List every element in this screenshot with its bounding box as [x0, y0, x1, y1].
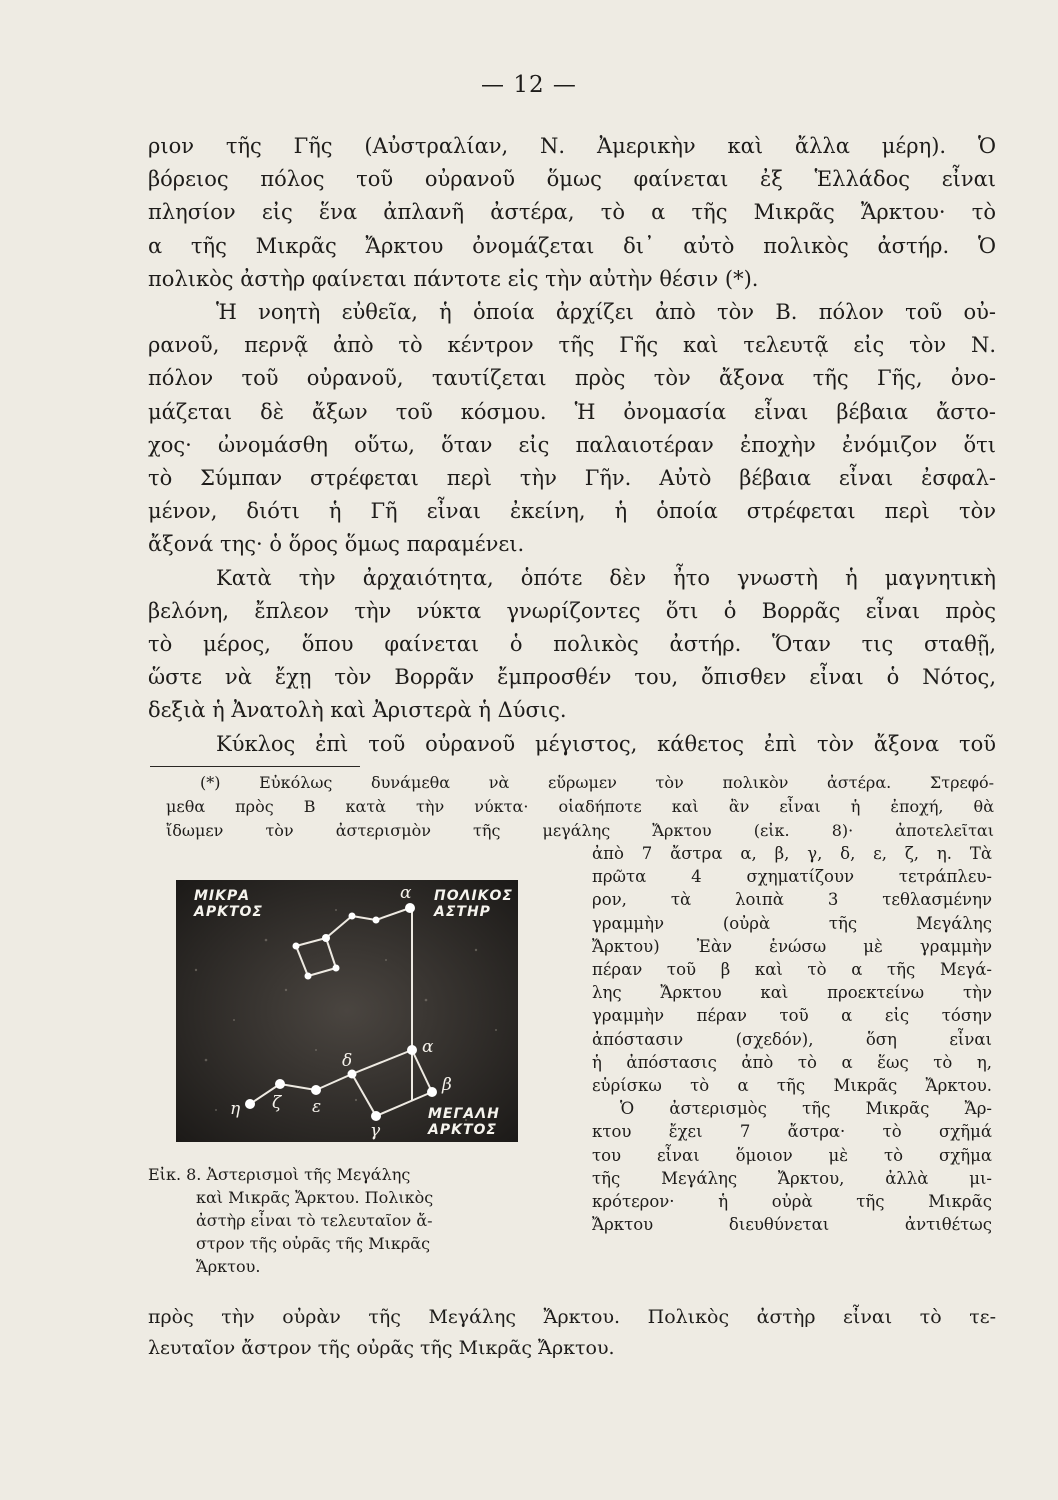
- body-line: ἄξονά της· ὁ ὅρος ὅμως παραμένει.: [148, 532, 525, 557]
- body-line: χος· ὠνομάσθη οὕτω, ὅταν εἰς παλαιοτέραν ἐποχὴν ἐνόμιζον ὅτι: [148, 432, 996, 457]
- column-line: τῆς Μεγάλης Ἄρκτου, ἀλλὰ μι-: [592, 1168, 992, 1188]
- star-letter-alpha: α: [422, 1037, 434, 1057]
- star-letter-delta: δ: [342, 1051, 353, 1071]
- column-line: ἀπόστασιν (σχεδόν), ὅση εἶναι: [592, 1029, 992, 1049]
- column-line: Ὁ ἀστερισμὸς τῆς Μικρᾶς Ἄρ-: [620, 1099, 992, 1119]
- star-letter-zeta: ζ: [272, 1093, 282, 1113]
- constellation-figure: [176, 880, 518, 1142]
- body-line: α τῆς Μικρᾶς Ἄρκτου ὀνομάζεται δι᾿ αὐτὸ πολικὸς ἀστήρ. Ὁ: [148, 233, 996, 258]
- figure-caption: [148, 1163, 548, 1278]
- footnote-line: (*) Εὐκόλως δυνάμεθα νὰ εὕρωμεν τὸν πολικὸν ἀστέρα. Στρεφό-: [200, 773, 994, 792]
- body-line: μένον, διότι ἡ Γῆ εἶναι ἐκείνη, ἡ ὁποία στρέφεται περὶ τὸν: [148, 499, 996, 524]
- star-letter-epsilon: ε: [312, 1097, 322, 1117]
- body-line: πλησίον εἰς ἕνα ἀπλανῆ ἀστέρα, τὸ α τῆς Μικρᾶς Ἄρκτου· τὸ: [148, 200, 996, 225]
- little-bear-label-line: ΑΡΚΤΟΣ: [194, 904, 263, 920]
- column-line: γραμμὴν (οὐρὰ τῆς Μεγάλης: [592, 913, 992, 933]
- column-line: κρότερον· ἡ οὐρὰ τῆς Μικρᾶς: [592, 1192, 992, 1212]
- column-line: κτου ἔχει 7 ἄστρα· τὸ σχῆμά: [592, 1122, 992, 1142]
- column-line: πέραν τοῦ β καὶ τὸ α τῆς Μεγά-: [592, 960, 992, 980]
- footnote: [166, 771, 994, 843]
- body-line: τὸ μέρος, ὅπου φαίνεται ὁ πολικὸς ἀστήρ. Ὅταν τις σταθῇ,: [148, 632, 996, 657]
- pole-star: [405, 903, 415, 913]
- closing-line: λευταῖον ἄστρον τῆς οὐρᾶς τῆς Μικρᾶς Ἄρκτου.: [148, 1337, 615, 1359]
- column-line: ρον, τὰ λοιπὰ 3 τεθλασμένην: [592, 890, 992, 910]
- column-line: ἀπὸ 7 ἄστρα α, β, γ, δ, ε, ζ, η. Τὰ: [592, 844, 992, 863]
- column-line: λης Ἄρκτου καὶ προεκτείνω τὴν: [592, 983, 992, 1003]
- body-line: βελόνη, ἔπλεον τὴν νύκτα γνωρίζοντες ὅτι ὁ Βορρᾶς εἶναι πρὸς: [148, 598, 996, 623]
- footnote-line: μεθα πρὸς Β κατὰ τὴν νύκτα· οἱαδήποτε καὶ ἂν εἶναι ἡ ἐποχή, θὰ: [166, 797, 994, 816]
- body-line: τὸ Σύμπαν στρέφεται περὶ τὴν Γῆν. Αὐτὸ βέβαια εἶναι ἐσφαλ-: [148, 466, 996, 491]
- column-line: Ἄρκτου) Ἐὰν ἑνώσω μὲ γραμμὴν: [592, 936, 992, 956]
- body-line: Κατὰ τὴν ἀρχαιότητα, ὁπότε δὲν ἦτο γνωστὴ ἡ μαγνητικὴ: [216, 565, 996, 590]
- little-bear-label: [194, 888, 263, 920]
- great-bear-label-line: ΜΕΓΑΛΗ: [428, 1106, 500, 1122]
- great-bear-label: [428, 1106, 500, 1138]
- column-line: Ἄρκτου διευθύνεται ἀντιθέτως: [592, 1215, 992, 1235]
- body-line: πόλον τοῦ οὐρανοῦ, ταυτίζεται πρὸς τὸν ἄξονα τῆς Γῆς, ὀνο-: [148, 366, 996, 391]
- body-line: βόρειος πόλος τοῦ οὐρανοῦ ὅμως φαίνεται ἐξ Ἑλλάδος εἶναι: [148, 167, 996, 192]
- body-line: Ἡ νοητὴ εὐθεῖα, ἡ ὁποία ἀρχίζει ἀπὸ τὸν Β. πόλον τοῦ οὐ-: [216, 300, 996, 325]
- right-column-text: [592, 842, 992, 1236]
- caption-line: καὶ Μικρᾶς Ἄρκτου. Πολικὸς: [196, 1188, 434, 1207]
- pole-star-label: [434, 888, 513, 920]
- pole-star-label-line: ΠΟΛΙΚΟΣ: [434, 888, 513, 904]
- star-letter-alpha-small: α: [400, 883, 412, 903]
- body-line: πολικὸς ἀστὴρ φαίνεται πάντοτε εἰς τὴν αὐτὴν θέσιν (*).: [148, 266, 759, 291]
- body-line: μάζεται δὲ ἄξων τοῦ κόσμου. Ἡ ὀνομασία εἶναι βέβαια ἄστο-: [148, 399, 996, 424]
- star-letter-gamma: γ: [370, 1121, 381, 1141]
- star-letter-beta: β: [442, 1075, 452, 1095]
- page-number: — 12 —: [481, 72, 577, 98]
- caption-line: στρον τῆς οὐρᾶς τῆς Μικρᾶς: [196, 1234, 431, 1253]
- body-line: ὥστε νὰ ἔχῃ τὸν Βορρᾶν ἔμπροσθέν του, ὄπισθεν εἶναι ὁ Νότος,: [148, 665, 996, 690]
- star-letter-eta: η: [230, 1099, 241, 1119]
- great-bear-label-line: ΑΡΚΤΟΣ: [428, 1122, 497, 1138]
- caption-line: ἀστὴρ εἶναι τὸ τελευταῖον ἄ-: [196, 1211, 433, 1230]
- body-line: Κύκλος ἐπὶ τοῦ οὐρανοῦ μέγιστος, κάθετος ἐπὶ τὸν ἄξονα τοῦ: [216, 731, 996, 756]
- column-line: του εἶναι ὅμοιον μὲ τὸ σχῆμα: [592, 1145, 992, 1165]
- column-line: πρῶτα 4 σχηματίζουν τετράπλευ-: [592, 867, 992, 887]
- pole-star-label-line: ΑΣΤΗΡ: [434, 904, 491, 920]
- body-line: ριον τῆς Γῆς (Αὐστραλίαν, Ν. Ἀμερικὴν καὶ ἄλλα μέρη). Ὁ: [148, 134, 996, 158]
- little-bear-label-line: ΜΙΚΡΑ: [194, 888, 251, 904]
- footnote-divider: [150, 766, 360, 767]
- caption-line: Εἰκ. 8. Ἀστερισμοὶ τῆς Μεγάλης: [148, 1165, 411, 1184]
- column-line: γραμμὴν πέραν τοῦ α εἰς τόσην: [592, 1006, 992, 1026]
- body-text: [148, 130, 996, 761]
- column-line: εὑρίσκω τὸ α τῆς Μικρᾶς Ἄρκτου.: [592, 1076, 992, 1096]
- caption-line: Ἄρκτου.: [196, 1257, 261, 1276]
- column-line: ἡ ἀπόστασις ἀπὸ τὸ α ἕως τὸ η,: [592, 1052, 992, 1072]
- body-line: ρανοῦ, περνᾷ ἀπὸ τὸ κέντρον τῆς Γῆς καὶ τελευτᾷ εἰς τὸν Ν.: [148, 333, 996, 358]
- closing-line: πρὸς τὴν οὐρὰν τῆς Μεγάλης Ἄρκτου. Πολικὸς ἀστὴρ εἶναι τὸ τε-: [148, 1306, 996, 1328]
- footnote-line: ἴδωμεν τὸν ἀστερισμὸν τῆς μεγάλης Ἄρκτου (εἰκ. 8)· ἀποτελεῖται: [166, 821, 994, 840]
- body-line: δεξιὰ ἡ Ἀνατολὴ καὶ Ἀριστερὰ ἡ Δύσις.: [148, 698, 567, 723]
- closing-text: [148, 1302, 996, 1364]
